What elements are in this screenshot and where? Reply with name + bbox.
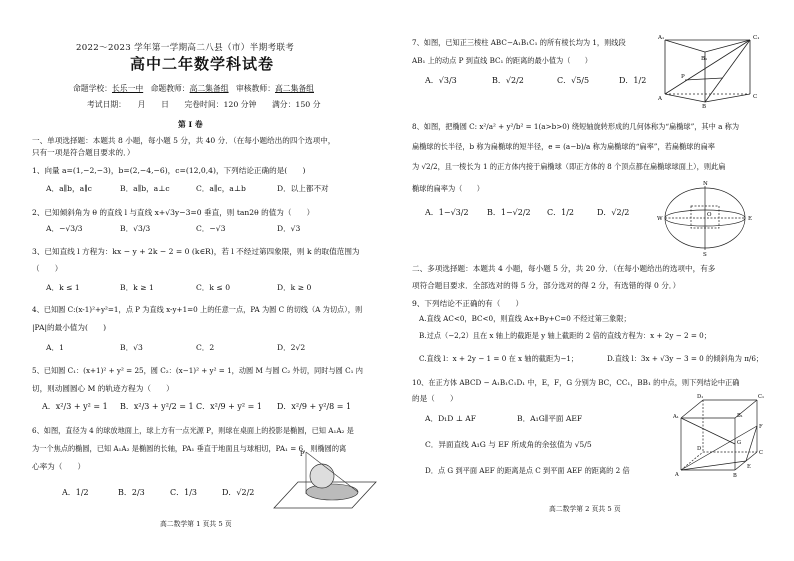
- q5-option-d: D．x²/9 + y²/8 = 1: [277, 402, 352, 411]
- question-8-line2: 扁椭球的长半径，b 称为扁椭球的短半径，e = (a−b)/a 称为扁椭球的“扁率”，若扁椭球的扁率: [412, 142, 715, 151]
- question-7-line1: 7、如图，已知正三棱柱 ABC−A₁B₁C₁ 的所有棱长均为 1，则线段: [412, 38, 626, 47]
- q10-option-c: C．异面直线 A₁G 与 EF 所成角的余弦值为 √5/5: [425, 440, 592, 449]
- q2-option-b: B．√3/3: [120, 224, 151, 233]
- q2-option-d: D．√3: [277, 224, 301, 233]
- question-8-line1: 8、如图，把椭圆 C: x²/a² + y²/b² = 1(a>b>0) 绕短轴旋转形成的几何体称为“扁椭球”，其中 a 称为: [412, 122, 740, 131]
- cube-label-d1: D₁: [697, 394, 704, 400]
- question-7-line2: AB₁ 上的动点 P 到直线 BC₁ 的距离的最小值为（ ）: [412, 56, 592, 65]
- q1-option-b: B．a∥b，a⊥c: [120, 184, 170, 193]
- q2-option-a: A．−√3/3: [46, 224, 83, 233]
- school-label: 命题学校：: [73, 84, 112, 93]
- question-10-line1: 10、在正方体 ABCD − A₁B₁C₁D₁ 中，E，F，G 分别为 BC，CC₁，BB₁ 的中点，则下列结论中正确: [412, 378, 740, 387]
- cube-label-d: D: [697, 446, 702, 452]
- q6-option-b: B．2/3: [118, 488, 145, 497]
- q10-option-b: B．A₁G∥平面 AEF: [517, 414, 583, 423]
- exam-header-line: 2022～2023 学年第一学期高二八县（市）半期考联考: [76, 43, 295, 53]
- q1-option-d: D．以上都不对: [277, 184, 329, 193]
- q8-option-a: A．1−√3/2: [425, 208, 469, 217]
- prism-label-c1: C₁: [753, 35, 760, 41]
- q1-option-a: A．a∥b，a∥c: [46, 184, 92, 193]
- q3-option-a: A．k ≤ 1: [46, 283, 80, 292]
- cube-label-g: G: [737, 440, 742, 446]
- q9-option-c: C.直线 l：x + 2y − 1 = 0 在 x 轴的截距为−1；: [419, 354, 579, 363]
- q7-option-d: D．1/2: [619, 76, 647, 85]
- q7-option-c: C．√5/5: [557, 76, 590, 85]
- question-5-line2: 切，则动圆圆心 M 的轨迹方程为（ ）: [32, 384, 174, 393]
- teacher-value: 高二集备组: [189, 84, 229, 93]
- cube-label-a: A: [675, 472, 679, 478]
- cube-label-c1: C₁: [758, 394, 765, 400]
- section2-instructions-line2: 项符合题目要求．全部选对的得 5 分，部分选对的得 2 分，有选错的得 0 分．）: [412, 281, 681, 290]
- q8-option-d: D．√2/2: [597, 208, 630, 217]
- reviewer-value: 高二集备组: [275, 84, 314, 93]
- question-6-line1: 6、如图，直径为 4 的球放地面上，球上方有一点光源 P，则球在桌面上的投影是椭圆，已知 A₁A₂ 是: [32, 426, 354, 435]
- prism-label-b1: B₁: [701, 56, 708, 62]
- q10-option-d: D．点 G 到平面 AEF 的距离是点 C 到平面 AEF 的距离的 2 倍: [425, 466, 630, 475]
- question-9: 9、下列结论不正确的有（ ）: [412, 299, 524, 308]
- sphere-shadow-figure: [270, 448, 380, 516]
- q3-option-b: B．k ≥ 1: [120, 283, 154, 292]
- left-page-footer: 高二数学第 1 页共 5 页: [160, 520, 232, 528]
- question-5-line1: 5、已知圆 C₁：(x+1)² + y² = 25，圆 C₂：(x−1)² + y² = 1，动圆 M 与圆 C₂ 外切，同时与圆 C₁ 内: [32, 366, 363, 375]
- prism-label-c: C: [753, 94, 758, 100]
- exam-meta-time: 考试日期： 月 日 完卷时间：120 分钟 满分：150 分: [87, 100, 321, 109]
- ellipsoid-label-w: W: [657, 216, 663, 222]
- triangular-prism-figure: [655, 30, 767, 108]
- ellipsoid-label-n: N: [703, 181, 708, 187]
- q4-option-d: D．2√2: [277, 343, 306, 352]
- q6-option-d: D．√2/2: [222, 488, 255, 497]
- q9-option-a: A.直线 AC<0，BC<0，则直线 Ax+By+C=0 不经过第三象限；: [419, 314, 631, 323]
- q9-option-b: B.过点（−2,2）且在 x 轴上的截距是 y 轴上截距的 2 倍的直线方程为：x + 2y − 2 = 0；: [419, 331, 711, 340]
- q4-option-b: B．√3: [120, 343, 143, 352]
- prism-label-b: B: [702, 104, 707, 108]
- ellipsoid-label-s: S: [703, 252, 707, 256]
- q3-option-d: D．k ≥ 0: [277, 283, 312, 292]
- section2-instructions-line1: 二、多项选择题：本题共 4 小题，每小题 5 分，共 20 分．（在每小题给出的选项中，有多: [412, 264, 716, 273]
- q6-option-c: C．1/3: [170, 488, 197, 497]
- cube-label-f: F: [759, 424, 763, 430]
- question-10-line2: 的是（ ）: [412, 394, 458, 403]
- question-6-line3: 心率为（ ）: [32, 462, 86, 471]
- right-page-footer: 高二数学第 2 页共 5 页: [549, 505, 621, 513]
- reviewer-label: 审核教师：: [236, 84, 275, 93]
- q5-option-b: B．x²/3 + y²/2 = 1: [120, 402, 194, 411]
- question-6-line2: 为一个焦点的椭圆，已知 A₁A₂ 是椭圆的长轴，PA₁ 垂直于地面且与球相切，PA₁ = 6，则椭圆的离: [32, 444, 347, 453]
- question-8-line4: 椭球的扁率为（ ）: [412, 184, 484, 193]
- prism-label-a1: A₁: [658, 35, 665, 41]
- q4-option-c: C．2: [196, 343, 215, 352]
- cube-label-a1: A₁: [673, 414, 679, 420]
- prism-label-a: A: [658, 96, 662, 102]
- q2-option-c: C．−√3: [196, 224, 226, 233]
- q6-option-a: A．1/2: [62, 488, 89, 497]
- right-page: [397, 0, 794, 561]
- q8-option-c: C．1/2: [547, 208, 574, 217]
- q7-option-a: A．√3/3: [425, 76, 457, 85]
- q5-option-c: C．x²/9 + y² = 1: [196, 402, 263, 411]
- section1-instructions-line1: 一、单项选择题：本题共 8 小题，每小题 5 分，共 40 分．（在每小题给出的四个选项中，: [32, 136, 336, 145]
- cube-label-b: B: [733, 473, 737, 478]
- sphere-label-p: P: [300, 451, 305, 458]
- ellipsoid-label-o: O: [707, 212, 712, 218]
- page-title: 高中二年数学科试卷: [130, 55, 275, 73]
- question-4-line2: |PA|的最小值为( ): [32, 323, 107, 332]
- q7-option-b: B．√2/2: [492, 76, 524, 85]
- question-8-line3: 为 √2/2，且一棱长为 1 的正方体内接于扁椭球（即正方体的 8 个顶点都在扁椭球球面上），则此扁: [412, 162, 726, 171]
- school-value: 长乐一中: [111, 84, 144, 93]
- part-label: 第 Ⅰ 卷: [178, 120, 203, 129]
- section1-instructions-line2: 只有一项是符合题目要求的．）: [32, 148, 135, 157]
- q9-option-d: D.直线 l：3x + √3y − 3 = 0 的倾斜角为 π/6；: [607, 354, 764, 363]
- question-3: 3、已知直线 l 方程为：kx − y + 2k − 2 = 0 (k∈R)，若 l 不经过第四象限，则 k 的取值范围为: [32, 247, 360, 256]
- flat-ellipsoid-figure: [655, 180, 755, 256]
- cube-label-b1: B₁: [737, 413, 743, 419]
- question-4-line1: 4、已知圆 C:(x-1)²+y²=1，点 P 为直线 x-y+1=0 上的任意一点，PA 为圆 C 的切线（A 为切点），则: [32, 305, 363, 314]
- q1-option-c: C．a∥c，a⊥b: [196, 184, 246, 193]
- prism-label-p: P: [681, 74, 685, 80]
- q5-option-a: A．x²/3 + y² = 1: [42, 402, 108, 411]
- ellipsoid-label-e: E: [748, 216, 753, 222]
- q3-option-c: C．k ≤ 0: [196, 283, 231, 292]
- cube-label-c: C: [759, 450, 763, 456]
- q10-option-a: A．D₁D ⊥ AF: [425, 414, 477, 423]
- exam-meta-authors: [73, 84, 314, 93]
- question-2: 2、已知倾斜角为 θ 的直线 l 与直线 x+√3y−3=0 垂直，则 tan2θ 的值为（ ）: [32, 208, 315, 217]
- teacher-label: 命题教师：: [150, 84, 190, 93]
- question-3-answer-bracket: （ ）: [32, 264, 63, 273]
- q4-option-a: A．1: [46, 343, 64, 352]
- cube-figure: [673, 392, 769, 478]
- question-1: 1、向量 a=(1,−2,−3)，b=(2,−4,−6)，c=(12,0,4)，下列结论正确的是( ): [32, 166, 306, 175]
- q8-option-b: B．1−√2/2: [487, 208, 531, 217]
- cube-label-e: E: [747, 464, 751, 470]
